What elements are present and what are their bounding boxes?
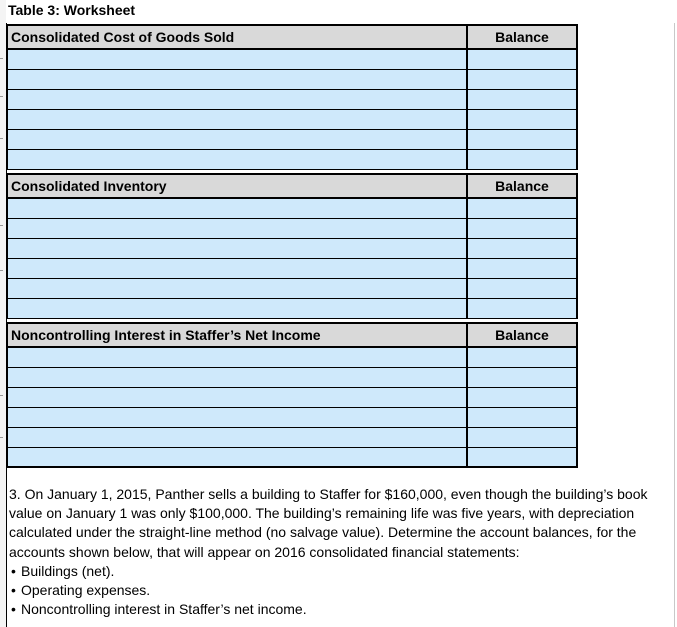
table-row [7,129,577,149]
balance-cell[interactable] [467,407,577,427]
question-line: accounts shown below, that will appear on 2016 consolidated financial statements: [9,543,520,560]
table-row [7,69,577,89]
entry-cell[interactable] [7,367,467,387]
balance-header: Balance [467,323,577,347]
balance-cell[interactable] [467,129,577,149]
entry-cell[interactable] [7,407,467,427]
table-row [7,89,577,109]
list-item [9,600,671,619]
entry-cell[interactable] [7,447,467,467]
table-row [7,447,577,467]
table-row [7,218,577,238]
gutter-tick [0,138,3,139]
entry-cell[interactable] [7,109,467,129]
entry-cell[interactable] [7,218,467,238]
balance-cell[interactable] [467,69,577,89]
balance-cell[interactable] [467,49,577,69]
table-row [7,347,577,367]
gutter-tick [0,96,3,97]
balance-cell[interactable] [467,258,577,278]
entry-cell[interactable] [7,129,467,149]
balance-cell[interactable] [467,278,577,298]
account-list [9,562,671,620]
balance-cell[interactable] [467,367,577,387]
entry-cell[interactable] [7,258,467,278]
table-row [7,198,577,218]
balance-cell[interactable] [467,149,577,169]
account-name-header: Consolidated Inventory [7,174,467,198]
table-row [7,238,577,258]
balance-cell[interactable] [467,198,577,218]
entry-cell[interactable] [7,49,467,69]
balance-cell[interactable] [467,298,577,318]
table-row [7,258,577,278]
table-row [7,427,577,447]
balance-cell[interactable] [467,238,577,258]
table-row [7,298,577,318]
list-item-text: Operating expenses. [21,582,151,599]
entry-cell[interactable] [7,387,467,407]
table-row [7,387,577,407]
inventory-table [6,173,578,319]
balance-cell[interactable] [467,347,577,367]
table-row [7,278,577,298]
bullet-icon: • [11,582,16,599]
entry-cell[interactable] [7,298,467,318]
list-item [9,581,671,600]
question-line: 3. On January 1, 2015, Panther sells a building to Staffer for $160,000, even though the building’s book [9,486,648,502]
table-row [7,49,577,69]
worksheet-title: Table 3: Worksheet [8,2,136,18]
entry-cell[interactable] [7,238,467,258]
entry-cell[interactable] [7,347,467,367]
balance-cell[interactable] [467,427,577,447]
account-name-header: Noncontrolling Interest in Staffer’s Net Income [7,323,467,347]
entry-cell[interactable] [7,149,467,169]
balance-cell[interactable] [467,218,577,238]
account-name-header: Consolidated Cost of Goods Sold [7,25,467,49]
nci-table [6,322,578,468]
list-item-text: Buildings (net). [21,562,115,579]
question-line: value on January 1 was only $100,000. The building’s remaining life was five years, with depreciation [9,505,635,522]
table-row [7,109,577,129]
question-line: calculated under the straight-line method (no salvage value). Determine the account balances, for the [9,524,637,541]
entry-cell[interactable] [7,69,467,89]
table-row [7,407,577,427]
table-header-row [7,174,577,198]
balance-cell[interactable] [467,89,577,109]
balance-header: Balance [467,174,577,198]
gutter-tick [0,395,3,396]
list-item [9,562,671,581]
entry-cell[interactable] [7,427,467,447]
gutter-tick [0,437,3,438]
table-row [7,367,577,387]
entry-cell[interactable] [7,89,467,109]
balance-cell[interactable] [467,109,577,129]
gutter-tick [0,225,3,226]
bullet-icon: • [11,562,16,579]
bullet-icon: • [11,601,16,618]
gutter-tick [0,270,3,271]
table-header-row [7,323,577,347]
list-item-text: Noncontrolling interest in Staffer’s net income. [21,601,307,618]
table-row [7,149,577,169]
balance-cell[interactable] [467,447,577,467]
table-header-row [7,25,577,49]
entry-cell[interactable] [7,198,467,218]
gutter-tick [0,58,3,59]
entry-cell[interactable] [7,278,467,298]
balance-header: Balance [467,25,577,49]
balance-cell[interactable] [467,387,577,407]
question-3 [9,485,671,619]
cogs-table [6,24,578,170]
